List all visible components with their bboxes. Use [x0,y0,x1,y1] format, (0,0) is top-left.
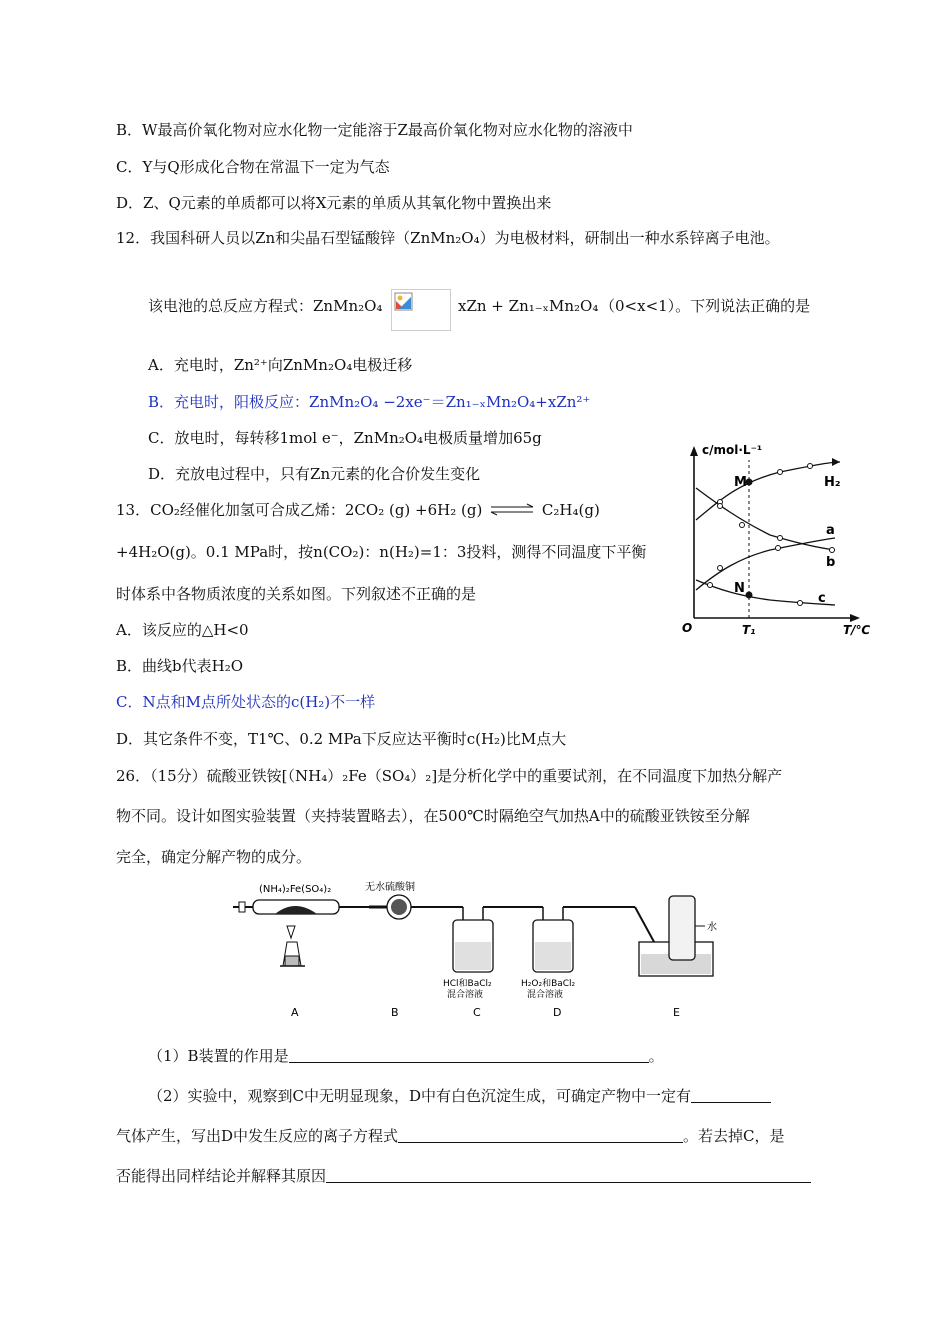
t1-label: T₁ [742,623,756,637]
letter-a: A [291,1006,299,1019]
q12-option-d: D．充放电过程中，只有Zn元素的化合价发生变化 [148,465,481,483]
q13-option-d: D．其它条件不变，T1℃、0.2 MPa下反应达平衡时c(H₂)比M点大 [116,730,567,748]
point-n [746,592,753,599]
b-marker [718,566,723,571]
prev-option-d: D．Z、Q元素的单质都可以将X元素的单质从其氧化物中置换出来 [116,194,552,212]
q12-equation-left: 该电池的总反应方程式：ZnMn₂O₄ [148,297,383,315]
q12-option-c: C．放电时，每转移1mol e⁻，ZnMn₂O₄电极质量增加65g [148,429,542,447]
q12-option-b: B．充电时，阳极反应：ZnMn₂O₄ −2xe⁻＝Zn₁₋ₓMn₂O₄+xZn²⁺ [148,393,591,411]
letter-d: D [553,1006,562,1019]
d-solution-line-1: H₂O₂和BaCl₂ [521,979,576,989]
q26-sub2-text-d: 否能得出同样结论并解释其原因 [116,1167,327,1185]
apparatus-b [365,880,463,919]
a-marker [778,536,783,541]
c-solution-line-2: 混合溶液 [447,990,484,1000]
equilibrium-arrow-icon [489,503,535,517]
q26-sub2-text-b: 气体产生，写出D中发生反应的离子方程式 [116,1127,399,1145]
tube-label: (NH₄)₂Fe(SO₄)₂ [259,884,332,895]
q12-equation-condition: （0<x<1）。下列说法正确的是 [600,297,811,315]
q26-line-1: 26．（15分）硫酸亚铁铵[（NH₄）₂Fe（SO₄）₂]是分析化学中的重要试剂，在不同温度下加热分解产 [116,767,783,785]
q13-option-b: B．曲线b代表H₂O [116,657,244,675]
apparatus-e [635,896,717,976]
answer-blank-1[interactable] [289,1048,649,1063]
experiment-apparatus [225,876,725,1026]
letter-c: C [473,1006,481,1019]
answer-blank-2[interactable] [691,1088,771,1103]
letter-b: B [391,1006,399,1019]
apparatus-d [521,907,635,1000]
q13-stem-1b: C₂H₄(g) [541,501,600,519]
q26-sub1-text: （1）B装置的作用是 [148,1047,289,1065]
curve-label-h2: H₂ [824,475,841,490]
curve-label-c: c [818,591,826,606]
q13-stem-2: +4H₂O(g)。0.1 MPa时，按n(CO₂)：n(H₂)=1：3投料，测得不同温度下平衡 [116,543,647,561]
q26-sub2-text-c: 。若去掉C，是 [683,1127,785,1145]
q13-stem-3: 时体系中各物质浓度的关系如图。下列叙述不正确的是 [116,585,477,603]
x-axis-arrow [850,614,860,622]
c-marker [798,601,803,606]
h2-marker [808,464,813,469]
reaction-arrow-image [391,289,451,331]
q26-sub2-text-a: （2）实验中，观察到C中无明显现象，D中有白色沉淀生成，可确定产物中一定有 [148,1087,692,1105]
prev-option-c: C．Y与Q形成化合物在常温下一定为气态 [116,158,390,176]
point-label-n: N [734,581,745,596]
q26-line-3: 完全，确定分解产物的成分。 [116,848,312,866]
y-axis-label: c/mol·L⁻¹ [702,443,763,457]
q13-option-a: A．该反应的△H<0 [116,621,249,639]
letter-e: E [673,1006,680,1019]
q26-sub1-end: 。 [648,1047,664,1065]
curve-a [696,488,835,550]
q12-equation-right: xZn + Zn₁₋ₓMn₂O₄ [458,297,599,315]
y-axis-arrow [690,446,698,456]
a-marker [740,523,745,528]
q26-sub1 [148,1046,664,1066]
q26-sub2-line3 [116,1166,811,1186]
concentration-temperature-graph [680,440,880,640]
origin-label: O [682,621,693,635]
point-label-m: M [734,475,747,490]
prev-option-b: B．W最高价氧化物对应水化物一定能溶于Z最高价氧化物对应水化物的溶液中 [116,121,633,139]
a-marker [718,504,723,509]
q26-sub2-line1 [148,1086,771,1106]
c-marker [708,583,713,588]
broken-image-icon [394,292,414,312]
q12-option-a: A．充电时，Zn²⁺向ZnMn₂O₄电极迁移 [148,356,413,374]
curve-label-a: a [826,523,835,538]
x-axis-label: T/℃ [843,623,871,637]
q12-stem: 12．我国科研人员以Zn和尖晶石型锰酸锌（ZnMn₂O₄）为电极材料，研制出一种水系锌离子电池。 [116,229,780,247]
q13-stem-1 [116,500,600,520]
anhydrous-cuso4-label: 无水硫酸铜 [365,882,415,893]
apparatus-a [233,884,369,966]
h2-marker [778,470,783,475]
answer-blank-4[interactable] [326,1168,811,1183]
q13-stem-1a: 13．CO₂经催化加氢可合成乙烯：2CO₂ (g) +6H₂ (g) [116,501,483,519]
d-solution-line-2: 混合溶液 [527,990,564,1000]
answer-blank-3[interactable] [398,1128,683,1143]
curve-h2 [696,462,840,520]
curve-label-b: b [826,555,836,570]
curve-c [696,580,835,605]
q26-sub2-line2 [116,1126,785,1146]
curve-h2-arrow [832,458,840,466]
b-marker [830,548,835,553]
c-solution-line-1: HCl和BaCl₂ [443,979,492,989]
q13-option-c: C．N点和M点所处状态的c(H₂)不一样 [116,693,376,711]
b-marker [776,546,781,551]
water-label: 水 [707,922,717,933]
q26-line-2: 物不同。设计如图实验装置（夹持装置略去），在500℃时隔绝空气加热A中的硫酸亚铁铵至分解 [116,807,750,825]
